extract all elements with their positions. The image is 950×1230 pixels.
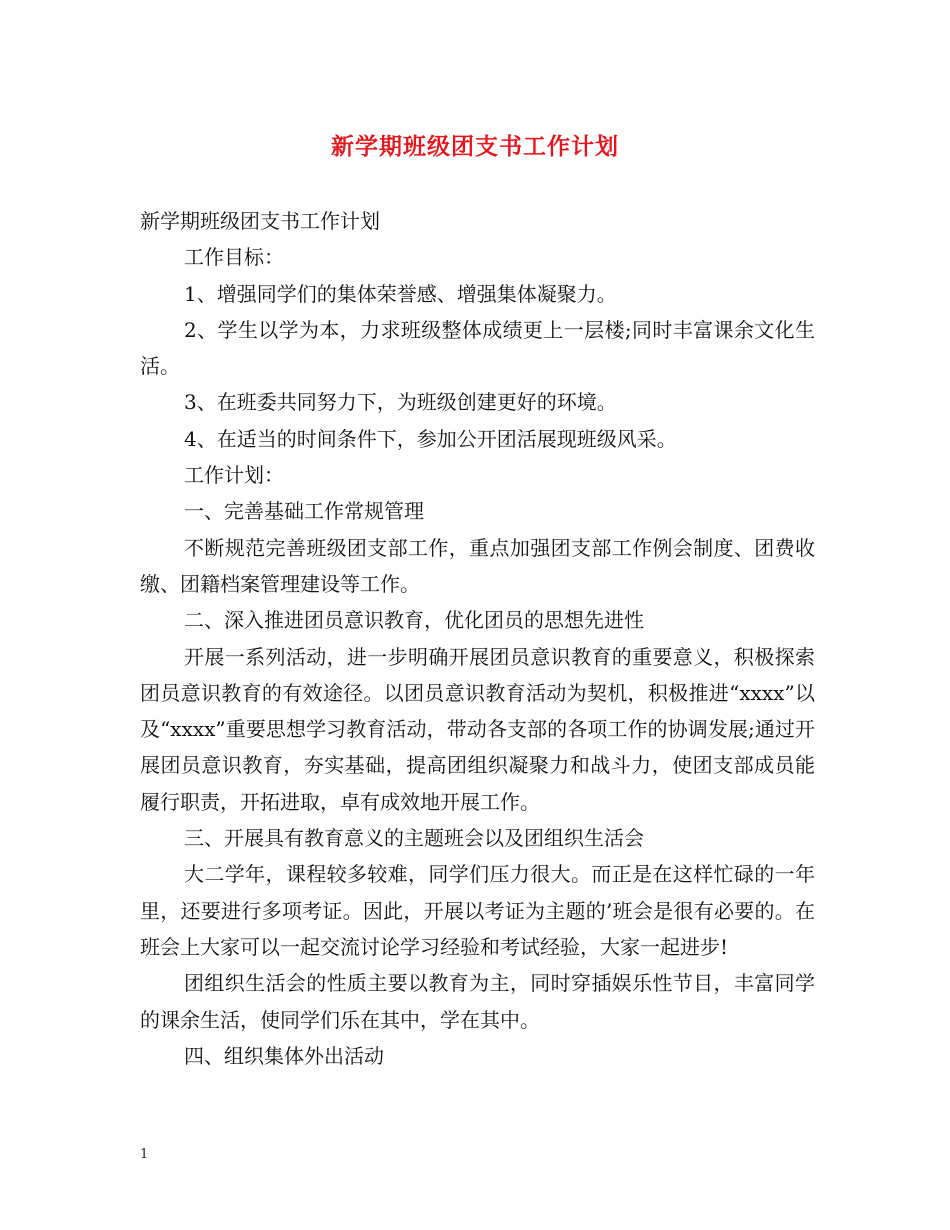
body-paragraph: 开展一系列活动，进一步明确开展团员意识教育的重要意义，积极探索团员意识教育的有效途径。以团员意识教育活动为契机，积极推进“xxxx”以及“xxxx”重要思想学习教育活动，带动各支部的各项工作的协调发展;通过开展团员意识教育，夯实基础，提高团组织凝聚力和战斗力，使团支部成员能履行职责，开拓进取，卓有成效地开展工作。 xyxy=(140,644,815,814)
body-paragraph: 不断规范完善班级团支部工作，重点加强团支部工作例会制度、团费收缴、团籍档案管理建设等工作。 xyxy=(140,535,815,596)
body-paragraph: 二、深入推进团员意识教育，优化团员的思想先进性 xyxy=(184,608,644,633)
body-paragraph: 新学期班级团支书工作计划 xyxy=(140,209,380,233)
body-paragraph: 大二学年，课程较多较难，同学们压力很大。而正是在这样忙碌的一年里，还要进行多项考证。因此，开展以考证为主题的’班会是很有必要的。在班会上大家可以一起交流讨论学习经验和考试经验，大家一起进步! xyxy=(140,862,815,959)
document-title: 新学期班级团支书工作计划 xyxy=(331,133,619,160)
page-number: 1 xyxy=(140,1147,149,1162)
body-paragraph: 三、开展具有教育意义的主题班会以及团组织生活会 xyxy=(184,826,644,851)
body-paragraph: 工作目标： xyxy=(184,245,284,270)
body-paragraph: 3、在班委共同努力下，为班级创建更好的环境。 xyxy=(184,390,617,415)
document-body xyxy=(140,203,815,1074)
body-paragraph: 2、学生以学为本，力求班级整体成绩更上一层楼;同时丰富课余文化生活。 xyxy=(140,317,815,379)
body-paragraph: 工作计划： xyxy=(184,463,284,488)
body-paragraph: 1、增强同学们的集体荣誉感、增强集体凝聚力。 xyxy=(184,281,617,306)
body-paragraph: 4、在适当的时间条件下，参加公开团活展现班级风采。 xyxy=(184,426,677,451)
body-paragraph: 一、完善基础工作常规管理 xyxy=(184,499,424,524)
body-paragraph: 团组织生活会的性质主要以教育为主，同时穿插娱乐性节目，丰富同学的课余生活，使同学们乐在其中，学在其中。 xyxy=(140,971,815,1032)
body-paragraph: 四、组织集体外出活动 xyxy=(184,1043,384,1068)
